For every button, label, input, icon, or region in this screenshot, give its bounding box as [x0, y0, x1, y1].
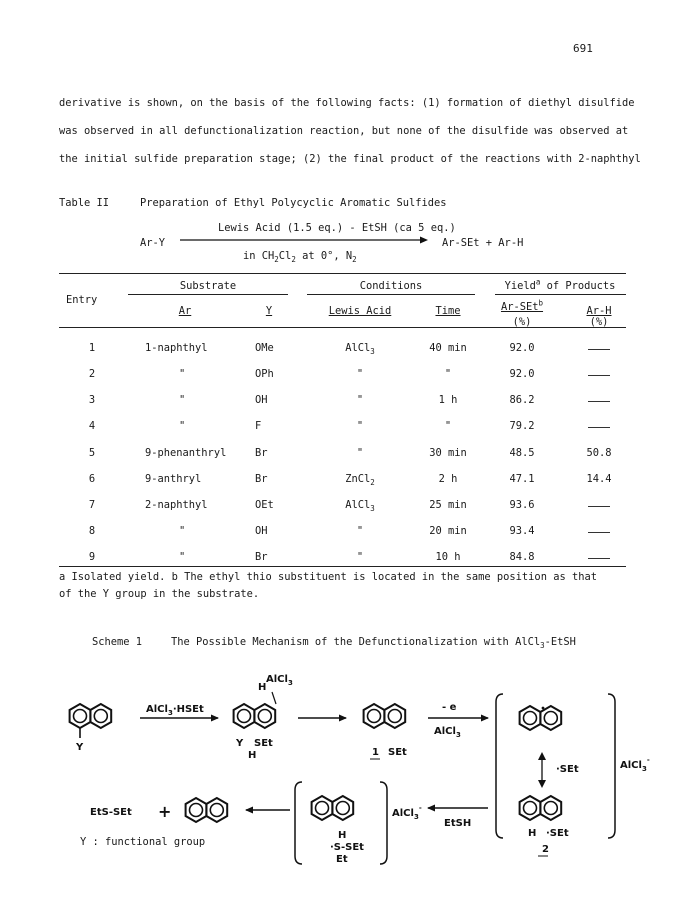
cell-time: 10 h [435, 551, 461, 563]
cell-lewis-acid: " [356, 525, 364, 537]
cell-y: OH [255, 525, 268, 537]
svg-text:+: + [158, 802, 172, 821]
svg-text:- e: - e [442, 702, 457, 713]
cell-lewis-acid: " [356, 368, 364, 380]
svg-text:SEt: SEt [388, 747, 407, 758]
empty-dash [588, 558, 610, 559]
svg-text:EtSH: EtSH [444, 818, 472, 829]
svg-text:·SEt: ·SEt [556, 764, 579, 775]
cell-time: 20 min [429, 525, 467, 537]
header-time: Time [435, 305, 461, 317]
cell-entry: 4 [88, 420, 96, 432]
cell-y: OH [255, 394, 268, 406]
cell-lewis-acid: " [356, 447, 364, 459]
cell-time: " [444, 420, 452, 432]
reaction-arrow [180, 236, 428, 244]
cell-y: F [255, 420, 262, 432]
header-ar-h: Ar-H [586, 305, 612, 317]
cell-ar: 2-naphthyl [145, 499, 208, 511]
scheme-label: Scheme 1 [92, 636, 143, 648]
cell-time: 2 h [438, 473, 458, 485]
mechanism-scheme [0, 660, 676, 912]
header-pct-set: (%) [512, 316, 532, 328]
svg-text:·SEt: ·SEt [546, 828, 569, 839]
substrate-rule [128, 294, 288, 295]
cell-lewis-acid: " [356, 394, 364, 406]
header-conditions: Conditions [359, 280, 423, 292]
table-title: Preparation of Ethyl Polycyclic Aromatic Sulfides [140, 197, 447, 209]
cell-ar: " [179, 551, 186, 563]
product-1 [364, 704, 407, 759]
cell-y: OEt [255, 499, 274, 511]
empty-dash [588, 506, 610, 507]
cell-ar: 9-anthryl [145, 473, 202, 485]
svg-text:H: H [528, 828, 537, 839]
reaction-conditions-above: Lewis Acid (1.5 eq.) - EtSH (ca 5 eq.) [218, 222, 456, 234]
svg-text:AlCl3: AlCl$_3$ [266, 674, 293, 687]
cell-lewis-acid: AlCl$_3$ [345, 342, 375, 357]
cell-yield-set: 92.0 [509, 368, 535, 380]
empty-dash [588, 401, 610, 402]
cell-lewis-acid: " [356, 420, 364, 432]
svg-text:AlCl3·HSEt: AlCl$_3$·HSEt [146, 704, 204, 717]
header-ar-set: Ar-SEt$^b$ [500, 298, 544, 313]
cell-ar: 1-naphthyl [145, 342, 208, 354]
table-label: Table II [59, 197, 110, 209]
reaction-product: Ar-SEt + Ar-H [442, 237, 524, 249]
cell-entry: 8 [88, 525, 96, 537]
empty-dash [588, 375, 610, 376]
scheme-legend: Y : functional group [80, 836, 206, 848]
sulfuranyl-bracket [295, 782, 422, 865]
header-ar: Ar [178, 305, 192, 317]
svg-text:·S-SEt: ·S-SEt [330, 842, 364, 853]
cell-yield-set: 86.2 [509, 394, 535, 406]
header-y: Y [265, 305, 273, 317]
cell-yield-set: 48.5 [509, 447, 535, 459]
cell-ar: " [179, 525, 186, 537]
footnote-line-1: a Isolated yield. b The ethyl thio substituent is located in the same position as that [59, 571, 597, 583]
paragraph-line-1: derivative is shown, on the basis of the following facts: (1) formation of diethyl disulfide [59, 97, 635, 109]
footnote-line-2: of the Y group in the substrate. [59, 588, 260, 600]
cell-yield-set: 92.0 [509, 342, 535, 354]
header-lewis-acid: Lewis Acid [328, 305, 392, 317]
arrow-thiol [428, 808, 488, 829]
header-yield: Yield$^a$ of Products [504, 277, 616, 292]
svg-text:H: H [258, 682, 267, 693]
arrow-oxidation [428, 702, 488, 739]
cell-time: " [444, 368, 452, 380]
cell-entry: 3 [88, 394, 96, 406]
header-pct-h: (%) [589, 316, 609, 328]
final-products [90, 798, 227, 822]
cell-ar: " [179, 368, 186, 380]
cell-y: OMe [255, 342, 274, 354]
cell-ar: 9-phenanthryl [145, 447, 227, 459]
header-substrate: Substrate [179, 280, 237, 292]
table-top-rule [59, 273, 626, 274]
radical-cation-bracket [496, 694, 650, 856]
cell-y: Br [255, 447, 268, 459]
arrow-step-1 [140, 704, 218, 718]
page-number: 691 [573, 42, 593, 55]
svg-text:SEt: SEt [254, 738, 273, 749]
cell-entry: 1 [88, 342, 96, 354]
cell-ar: " [179, 420, 186, 432]
svg-text:AlCl3: AlCl$_3$ [434, 726, 461, 739]
cell-time: 25 min [429, 499, 467, 511]
cell-y: OPh [255, 368, 274, 380]
cell-yield-set: 93.6 [509, 499, 535, 511]
cell-yield-h: 14.4 [586, 473, 612, 485]
conditions-rule [307, 294, 475, 295]
empty-dash [588, 427, 610, 428]
cell-yield-set: 79.2 [509, 420, 535, 432]
cell-entry: 9 [88, 551, 96, 563]
yield-rule [495, 294, 626, 295]
cell-entry: 2 [88, 368, 96, 380]
svg-text:H: H [248, 750, 257, 761]
svg-text:Et: Et [336, 854, 348, 865]
cell-lewis-acid: ZnCl$_2$ [345, 473, 375, 488]
sigma-complex [234, 674, 293, 761]
cell-yield-set: 47.1 [509, 473, 535, 485]
cell-time: 1 h [438, 394, 458, 406]
cell-y: Br [255, 551, 268, 563]
cell-y: Br [255, 473, 268, 485]
svg-text:H: H [338, 830, 347, 841]
cell-yield-h: 50.8 [586, 447, 612, 459]
svg-text:AlCl3-: AlCl$_3$- [620, 756, 650, 773]
cell-yield-set: 93.4 [509, 525, 535, 537]
paragraph-line-3: the initial sulfide preparation stage; (2) the final product of the reactions with 2-naphthyl [59, 153, 641, 165]
header-entry: Entry [66, 294, 98, 306]
empty-dash [588, 532, 610, 533]
cell-entry: 7 [88, 499, 96, 511]
svg-text:1: 1 [372, 747, 379, 758]
cell-time: 30 min [429, 447, 467, 459]
cell-lewis-acid: " [356, 551, 364, 563]
svg-text:Y: Y [236, 738, 244, 749]
svg-text:EtS-SEt: EtS-SEt [90, 807, 132, 818]
paragraph-line-2: was observed in all defunctionalization reaction, but none of the disulfide was observed at [59, 125, 629, 137]
svg-text:Y: Y [76, 742, 84, 753]
table-bottom-rule [59, 566, 626, 567]
cell-lewis-acid: AlCl$_3$ [345, 499, 375, 514]
reaction-reactant: Ar-Y [140, 237, 166, 249]
reaction-conditions-below: in $CH_2Cl_2$ at 0°, $N_2$ [243, 250, 357, 265]
cell-entry: 6 [88, 473, 96, 485]
cell-ar: " [179, 394, 186, 406]
cell-entry: 5 [88, 447, 96, 459]
header-bottom-rule [59, 327, 626, 328]
svg-text:AlCl3-: AlCl$_3$- [392, 804, 422, 821]
cell-yield-set: 84.8 [509, 551, 535, 563]
naphthalene-y-start [70, 704, 112, 753]
scheme-title: The Possible Mechanism of the Defunctionalization with AlCl$_3$-EtSH [171, 636, 576, 651]
empty-dash [588, 349, 610, 350]
cell-time: 40 min [429, 342, 467, 354]
svg-text:2: 2 [542, 844, 549, 855]
